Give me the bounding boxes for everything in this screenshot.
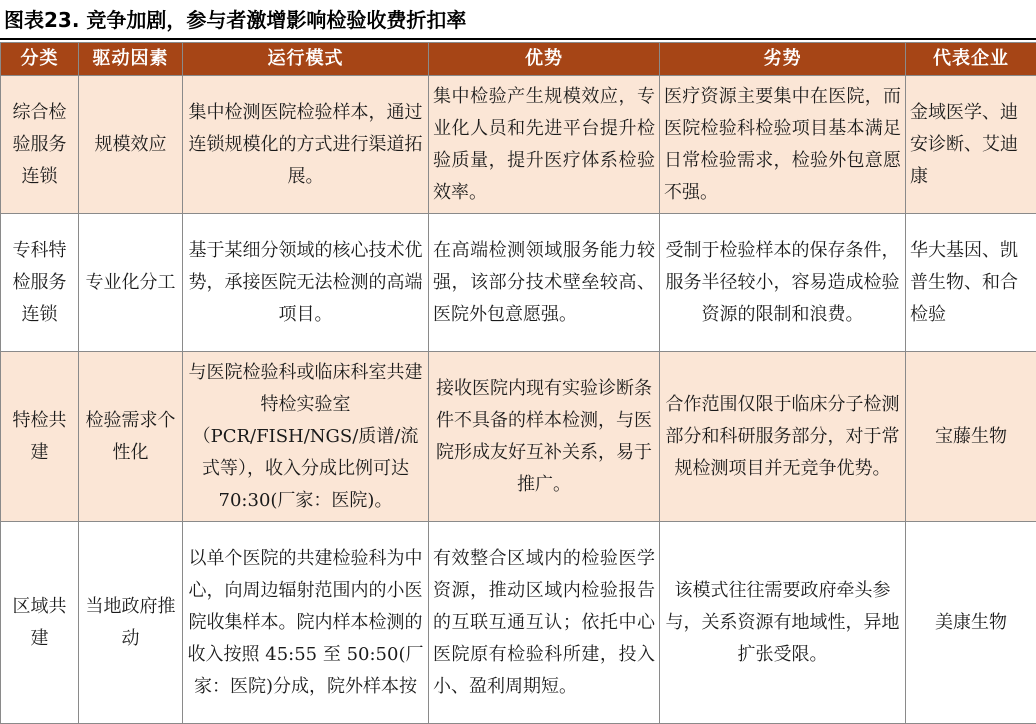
figure-title: 图表23. 竞争加剧，参与者激增影响检验收费折扣率 xyxy=(4,8,467,32)
header-advantage: 优势 xyxy=(429,43,660,76)
cell-disadvantage: 合作范围仅限于临床分子检测部分和科研服务部分，对于常规检测项目并无竞争优势。 xyxy=(660,352,906,522)
cell-disadvantage: 受制于检验样本的保存条件，服务半径较小，容易造成检验资源的限制和浪费。 xyxy=(660,214,906,352)
cell-driver: 专业化分工 xyxy=(79,214,183,352)
cell-advantage: 在高端检测领域服务能力较强，该部分技术壁垒较高、医院外包意愿强。 xyxy=(429,214,660,352)
cell-driver: 检验需求个性化 xyxy=(79,352,183,522)
cell-category: 专科特检服务连锁 xyxy=(1,214,79,352)
comparison-table xyxy=(0,42,1036,724)
table-row xyxy=(1,214,1036,352)
cell-category: 综合检验服务连锁 xyxy=(1,76,79,214)
header-disadvantage: 劣势 xyxy=(660,43,906,76)
cell-disadvantage: 医疗资源主要集中在医院，而医院检验科检验项目基本满足日常检验需求，检验外包意愿不强。 xyxy=(660,76,906,214)
cell-mode: 与医院检验科或临床科室共建特检实验室（PCR/FISH/NGS/质谱/流式等），收入分成比例可达 70:30(厂家：医院)。 xyxy=(183,352,429,522)
cell-mode: 集中检测医院检验样本，通过连锁规模化的方式进行渠道拓展。 xyxy=(183,76,429,214)
cell-companies: 宝藤生物 xyxy=(906,352,1036,522)
cell-advantage: 接收医院内现有实验诊断条件不具备的样本检测，与医院形成友好互补关系，易于推广。 xyxy=(429,352,660,522)
table-row xyxy=(1,352,1036,522)
cell-driver: 规模效应 xyxy=(79,76,183,214)
table-header-row xyxy=(1,43,1036,76)
header-category: 分类 xyxy=(1,43,79,76)
table-row xyxy=(1,76,1036,214)
header-mode: 运行模式 xyxy=(183,43,429,76)
cell-category: 特检共建 xyxy=(1,352,79,522)
cell-companies: 金域医学、迪安诊断、艾迪康 xyxy=(906,76,1036,214)
cell-advantage: 有效整合区域内的检验医学资源，推动区域内检验报告的互联互通互认；依托中心医院原有检验科所建，投入小、盈利周期短。 xyxy=(429,522,660,724)
cell-companies: 华大基因、凯普生物、和合检验 xyxy=(906,214,1036,352)
table-row xyxy=(1,522,1036,724)
cell-advantage: 集中检验产生规模效应，专业化人员和先进平台提升检验质量，提升医疗体系检验效率。 xyxy=(429,76,660,214)
header-driver: 驱动因素 xyxy=(79,43,183,76)
cell-mode: 以单个医院的共建检验科为中心，向周边辐射范围内的小医院收集样本。院内样本检测的收入按照 45:55 至 50:50(厂家：医院)分成，院外样本按 xyxy=(183,522,429,724)
cell-driver: 当地政府推动 xyxy=(79,522,183,724)
cell-disadvantage: 该模式往往需要政府牵头参与，关系资源有地域性，异地扩张受限。 xyxy=(660,522,906,724)
cell-companies: 美康生物 xyxy=(906,522,1036,724)
title-underline xyxy=(0,38,1036,40)
header-companies: 代表企业 xyxy=(906,43,1036,76)
cell-category: 区域共建 xyxy=(1,522,79,724)
cell-mode: 基于某细分领域的核心技术优势，承接医院无法检测的高端项目。 xyxy=(183,214,429,352)
